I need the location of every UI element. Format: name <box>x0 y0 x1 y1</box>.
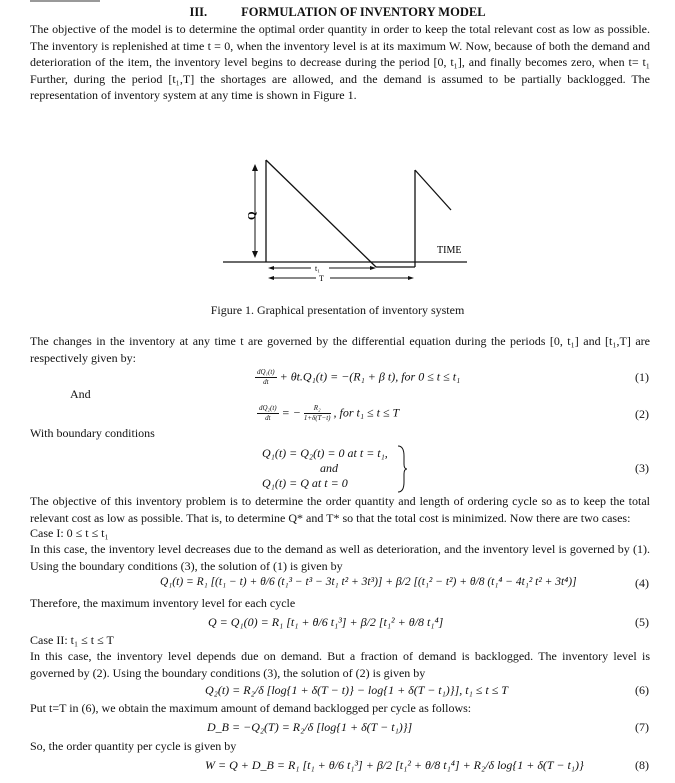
boundary-label: With boundary conditions <box>30 426 155 440</box>
equation-2: $\frac{\text{dQ₂(t)}}{dt}$ = − $\frac{\text{R₂}}{1+\delta(T-t)}$ , for t₁ ≤ t ≤ T <box>259 404 400 422</box>
equation-1: $\frac{\text{dQ₁(t)}}{dt}$ + θt.Q₁(t) = −(R₁ + β t), for 0 ≤ t ≤ t₁ <box>257 368 461 386</box>
backlog-label: Put t=T in (6), we obtain the maximum amount of demand backlogged per cycle as follows: <box>30 701 472 715</box>
depletion-line <box>266 160 376 267</box>
equation-6: Q₂(t) = R₂/δ [log{1 + δ(T − t)} − log{1 + δ(T − t₁)}], t₁ ≤ t ≤ T <box>205 683 508 697</box>
time-label: TIME <box>437 245 462 256</box>
and-label: And <box>70 387 91 401</box>
equation-5: Q = Q₁(0) = R₁ [t₁ + θ/6 t₁³] + β/2 [t₁² + θ/8 t₁⁴] <box>208 615 444 629</box>
case-2-label: Case II: t₁ ≤ t ≤ T <box>30 633 114 647</box>
T-arrow-right-icon <box>408 276 414 280</box>
brace-icon <box>396 444 408 494</box>
equation-3-line2: and <box>320 461 338 475</box>
t1-label: t₁ <box>315 264 321 273</box>
equation-3-line1: Q₁(t) = Q₂(t) = 0 at t = t₁, <box>262 446 388 460</box>
case-1-label: Case I: 0 ≤ t ≤ t₁ <box>30 526 109 540</box>
eq-number-6: (6) <box>635 683 649 697</box>
equation-3-line3: Q₁(t) = Q at t = 0 <box>262 476 348 490</box>
section-heading <box>0 5 675 20</box>
second-depletion-line <box>415 170 451 210</box>
top-rule <box>30 0 100 2</box>
equation-4: Q₁(t) = R₁ [(t₁ − t) + θ/6 (t₁³ − t³ − 3t₁ t² + 3t³)] + β/2 [(t₁² − t²) + θ/8 (t₁⁴ − 4t₁² t² + 3t⁴)] <box>160 576 577 588</box>
equation-7: D_B = −Q₂(T) = R₂/δ [log{1 + δ(T − t₁)}] <box>207 720 413 734</box>
q-arrow-up-icon <box>252 164 258 171</box>
section-title: FORMULATION OF INVENTORY MODEL <box>241 5 486 19</box>
case-1-paragraph: In this case, the inventory level decreases due to the demand as well as deterioration, and the inventory level is governed by (1). Using the boundary conditions (3), the solution of (1) is given by <box>30 542 650 573</box>
eq-number-7: (7) <box>635 720 649 734</box>
eq-number-2: (2) <box>635 407 649 421</box>
order-quantity-label: So, the order quantity per cycle is given by <box>30 739 237 753</box>
eq-number-8: (8) <box>635 758 649 772</box>
intro-paragraph: The objective of the model is to determine the optimal order quantity in order to keep the total relevant cost as low as possible. The inventory is replenished at time t = 0, when the inventory level is at its maximum W. Now, because of both the demand and deterioration of the item, the inventory level begins to decrease during the period [0, t₁], and finally becomes zero, when t= t₁ Further, during the period [t₁,T] the shortages are allowed, and the demand is assumed to be partially backlogged. The representation of inventory system at any time is shown in Figure 1. <box>30 22 650 102</box>
section-number: III. <box>189 5 208 19</box>
eq-number-1: (1) <box>635 370 649 384</box>
max-inventory-label: Therefore, the maximum inventory level for each cycle <box>30 596 296 610</box>
diff-eq-paragraph: The changes in the inventory at any time t are governed by the differential equation during the periods [0, t₁] and [t₁,T] are respectively given by: <box>30 334 650 365</box>
inventory-figure <box>215 150 475 300</box>
eq-number-3: (3) <box>635 461 649 475</box>
q-label: Q <box>246 211 258 220</box>
T-label: T <box>319 274 324 283</box>
t1-arrow-left-icon <box>268 266 274 270</box>
case-2-paragraph: In this case, the inventory level depends due on demand. But a fraction of demand is backlogged. The inventory level is governed by (2). Using the boundary conditions (3), the solution of (2) is given by <box>30 649 650 680</box>
eq-number-5: (5) <box>635 615 649 629</box>
q-arrow-down-icon <box>252 251 258 258</box>
objective-paragraph: The objective of this inventory problem is to determine the order quantity and length of ordering cycle so as to keep the total relevant cost as low as possible. That is, to determine Q* and T* so that the total cost is minimized. Now there are two cases: <box>30 494 650 525</box>
eq-number-4: (4) <box>635 576 649 590</box>
equation-8: W = Q + D_B = R₁ [t₁ + θ/6 t₁³] + β/2 [t₁² + θ/8 t₁⁴] + R₂/δ log{1 + δ(T − t₁)} <box>205 758 584 772</box>
figure-caption: Figure 1. Graphical presentation of inventory system <box>210 303 465 317</box>
T-arrow-left-icon <box>268 276 274 280</box>
